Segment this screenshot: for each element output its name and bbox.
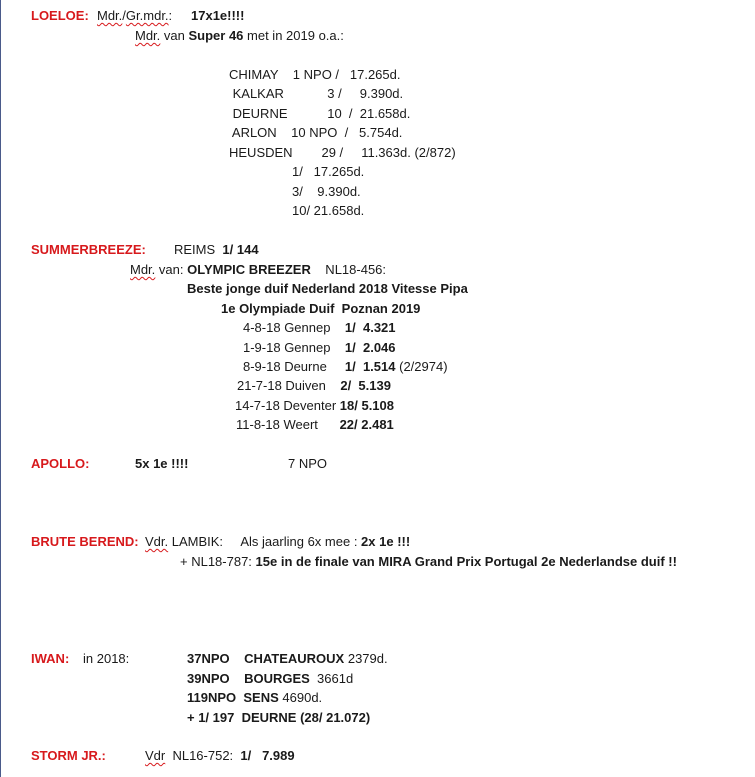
apollo-name: APOLLO: — [31, 456, 90, 471]
apollo-npo: 7 NPO — [288, 456, 328, 471]
loeloe-subrow: 1/ 17.265d. — [292, 164, 365, 179]
summerbreeze-result: 8-9-18 Deurne 1/ 1.514 (2/2974) — [243, 359, 448, 374]
summerbreeze-reims: REIMS 1/ 144 — [174, 242, 259, 257]
loeloe-result-row: DEURNE 10 / 21.658d. — [229, 106, 411, 121]
summerbreeze-title-1: Beste jonge duif Nederland 2018 Vitesse Pipa — [187, 281, 468, 296]
iwan-result: 37NPO CHATEAUROUX 2379d. — [187, 651, 388, 666]
loeloe-result-row: HEUSDEN 29 / 11.363d. (2/872) — [229, 145, 456, 160]
iwan-year: in 2018: — [83, 651, 130, 666]
storm-jr-line: Vdr NL16-752: 1/ 7.989 — [145, 748, 295, 763]
loeloe-result-row: ARLON 10 NPO / 5.754d. — [229, 125, 403, 140]
loeloe-line-2: Mdr. van Super 46 met in 2019 o.a.: — [135, 28, 344, 43]
summerbreeze-mdr: Mdr. van: OLYMPIC BREEZER NL18-456: — [130, 262, 387, 277]
storm-jr-name: STORM JR.: — [31, 748, 106, 763]
brute-berend-line-1: Vdr. LAMBIK: Als jaarling 6x mee : 2x 1e !!! — [145, 534, 411, 549]
summerbreeze-result: 4-8-18 Gennep 1/ 4.321 — [243, 320, 396, 335]
page-left-edge — [0, 0, 1, 777]
summerbreeze-result: 21-7-18 Duiven 2/ 5.139 — [237, 378, 391, 393]
brute-berend-name: BRUTE BEREND: — [31, 534, 139, 549]
summerbreeze-result: 14-7-18 Deventer 18/ 5.108 — [235, 398, 394, 413]
loeloe-subrow: 10/ 21.658d. — [292, 203, 365, 218]
brute-berend-line-2: + NL18-787: 15e in de finale van MIRA Grand Prix Portugal 2e Nederlandse duif !! — [180, 554, 677, 569]
loeloe-result-row: CHIMAY 1 NPO / 17.265d. — [229, 67, 401, 82]
iwan-result: + 1/ 197 DEURNE (28/ 21.072) — [187, 710, 371, 725]
iwan-result: 119NPO SENS 4690d. — [187, 690, 323, 705]
loeloe-result-row: KALKAR 3 / 9.390d. — [229, 86, 404, 101]
loeloe-subrow: 3/ 9.390d. — [292, 184, 361, 199]
mdr-abbrev: Mdr. — [97, 8, 123, 23]
iwan-name: IWAN: — [31, 651, 70, 666]
iwan-result: 39NPO BOURGES 3661d — [187, 671, 354, 686]
grmdr-abbrev: Gr.mdr. — [125, 8, 169, 23]
loeloe-wins: 17x1e!!!! — [191, 8, 245, 23]
loeloe-line-1: Mdr./Gr.mdr.: — [97, 8, 173, 23]
summerbreeze-result: 11-8-18 Weert 22/ 2.481 — [236, 417, 394, 432]
summerbreeze-title-2: 1e Olympiade Duif Poznan 2019 — [221, 301, 421, 316]
loeloe-name: LOELOE: — [31, 8, 89, 23]
summerbreeze-result: 1-9-18 Gennep 1/ 2.046 — [243, 340, 396, 355]
summerbreeze-name: SUMMERBREEZE: — [31, 242, 146, 257]
apollo-wins: 5x 1e !!!! — [135, 456, 189, 471]
